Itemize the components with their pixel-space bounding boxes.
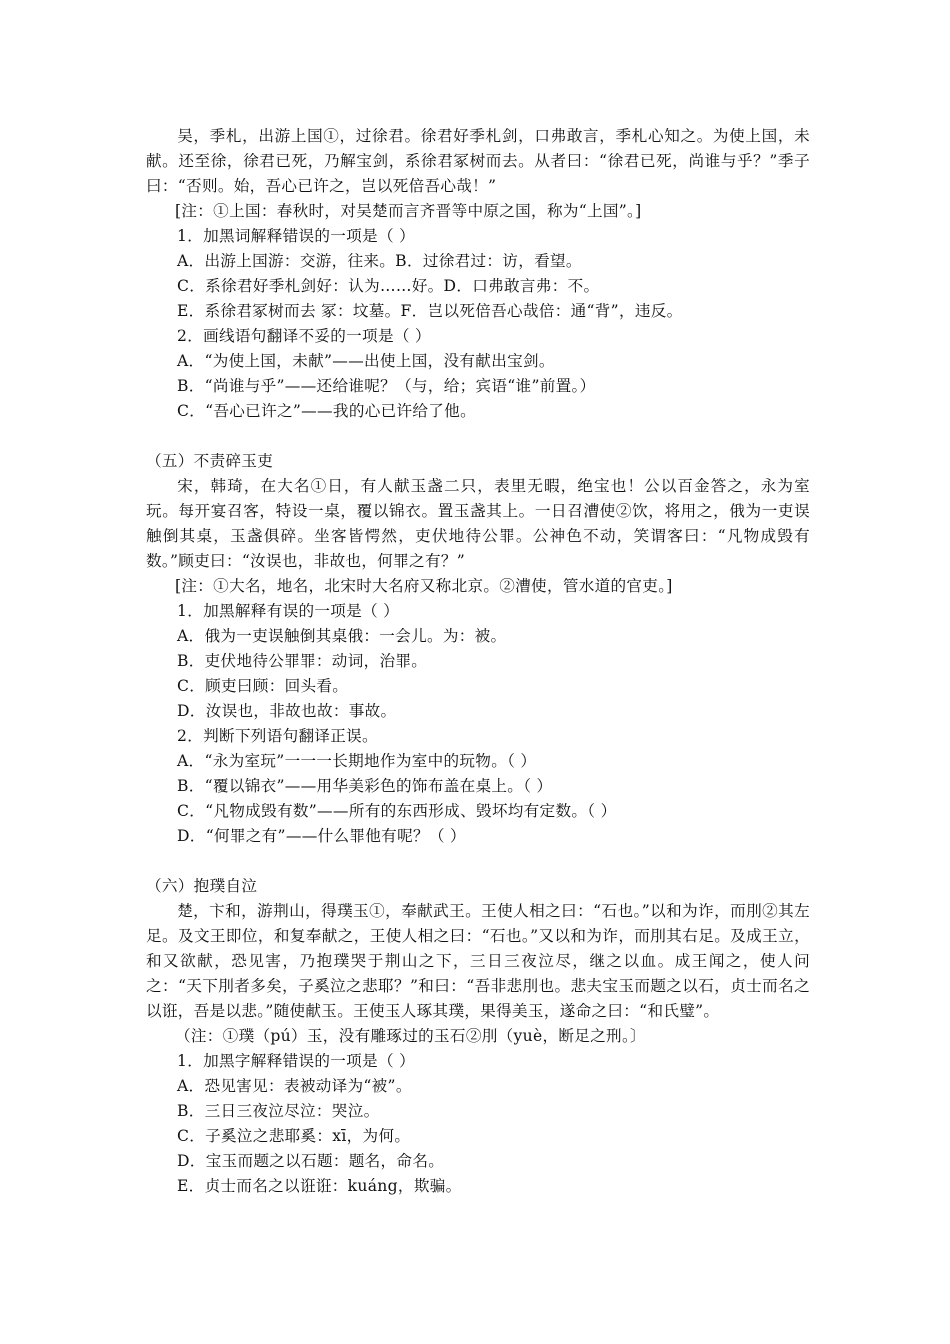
- section5-passage: 宋，韩琦，在大名①日，有人献玉盏二只，表里无暇，绝宝也！公以百金答之，永为室玩。每开宴召客，特设一桌，覆以锦衣。置玉盏其上。一日召漕使②饮，将用之，俄为一吏误触倒其桌，玉盏俱碎。坐客皆愕然，吏伏地待公罪。公神色不动，笑谓客曰：“凡物成毁有数。”顾吏曰：“汝误也，非故也，何罪之有？”: [146, 477, 810, 570]
- section6-q1-option-b: B．三日三夜泣尽泣：哭泣。: [177, 1102, 380, 1120]
- section5-q2-option-b: B．“覆以锦衣”——用华美彩色的饰布盖在桌上。（ ）: [177, 777, 553, 795]
- section4-q2-option-c: C．“吾心已许之”——我的心已许给了他。: [177, 402, 476, 420]
- document-page: [146, 124, 810, 1199]
- section6-q1-option-e: E．贞士而名之以诳诳：kuáng，欺骗。: [177, 1177, 462, 1195]
- section5-q2-option-a: A．“永为室玩”一一一长期地作为室中的玩物。（ ）: [177, 752, 537, 770]
- section5-q2-option-c: C．“凡物成毁有数”——所有的东西形成、毁坏均有定数。（ ）: [177, 802, 617, 820]
- section4-q2-option-b: B．“尚谁与乎”——还给谁呢？（与，给；宾语“谁”前置。）: [177, 377, 596, 395]
- section4-question2: 2．画线语句翻译不妥的一项是（ ）: [177, 327, 431, 345]
- section4-question1: 1．加黑词解释错误的一项是（ ）: [177, 227, 415, 245]
- section5-q1-option-b: B．吏伏地待公罪罪：动词，治罪。: [177, 652, 428, 670]
- section4-q2-option-a: A．“为使上国，未献”——出使上国，没有献出宝剑。: [177, 352, 555, 370]
- section5-title: （五）不责碎玉吏: [146, 452, 274, 470]
- section6-q1-option-c: C．子奚泣之悲耶奚：xī，为何。: [177, 1127, 411, 1145]
- section6-q1-option-d: D．宝玉而题之以石题：题名，命名。: [177, 1152, 445, 1170]
- section4-q1-option-ab: A．出游上国游：交游，往来。B．过徐君过：访，看望。: [177, 252, 582, 270]
- section5-note: [注：①大名，地名，北宋时大名府又称北京。②漕使，管水道的官吏。]: [175, 577, 673, 595]
- section5-q1-option-c: C．顾吏曰顾：回头看。: [177, 677, 349, 695]
- section6-question1: 1．加黑字解释错误的一项是（ ）: [177, 1052, 415, 1070]
- section5-question1: 1．加黑解释有误的一项是（ ）: [177, 602, 400, 620]
- section6-passage: 楚，卞和，游荆山，得璞玉①，奉献武王。王使人相之曰：“石也。”以和为诈，而刖②其左足。及文王即位，和复奉献之，王使人相之曰：“石也。”又以和为诈，而刖其右足。及成王立，和又欲献，恐见害，乃抱璞哭于荆山之下，三日三夜泣尽，继之以血。成王闻之，使人问之：“天下刖者多矣，子奚泣之悲耶？”和曰：“吾非悲刖也。悲夫宝玉而题之以石，贞士而名之以诳，吾是以悲。”随使献玉。王使玉人琢其璞，果得美玉，遂命之曰：“和氏璧”。: [146, 902, 810, 1020]
- section5-q1-option-d: D．汝误也，非故也故：事故。: [177, 702, 397, 720]
- section5-question2: 2．判断下列语句翻译正误。: [177, 727, 378, 745]
- section4-q1-option-ef: E．系徐君冢树而去 冢：坟墓。F．岂以死倍吾心哉倍：通“背”，违反。: [177, 302, 683, 320]
- section4-note: [注：①上国：春秋时，对吴楚而言齐晋等中原之国，称为“上国”。]: [175, 202, 642, 220]
- section5-q2-option-d: D．“何罪之有”——什么罪他有呢？（ ）: [177, 827, 466, 845]
- section6-note: （注：①璞（pú）玉，没有雕琢过的玉石②刖（yuè，断足之刑。〕: [175, 1027, 646, 1045]
- section6-q1-option-a: A．恐见害见：表被动译为“被”。: [177, 1077, 412, 1095]
- section6-title: （六）抱璞自泣: [146, 877, 258, 895]
- section4-passage: 吴，季札，出游上国①，过徐君。徐君好季札剑，口弗敢言，季札心知之。为使上国，未献。还至徐，徐君已死，乃解宝剑，系徐君冢树而去。从者曰：“徐君已死，尚谁与乎？”季子曰：“否则。始，吾心已许之，岂以死倍吾心哉！”: [146, 127, 810, 195]
- section5-q1-option-a: A．俄为一吏误触倒其桌俄：一会儿。为：被。: [177, 627, 507, 645]
- section4-q1-option-cd: C．系徐君好季札剑好：认为……好。D．口弗敢言弗：不。: [177, 277, 600, 295]
